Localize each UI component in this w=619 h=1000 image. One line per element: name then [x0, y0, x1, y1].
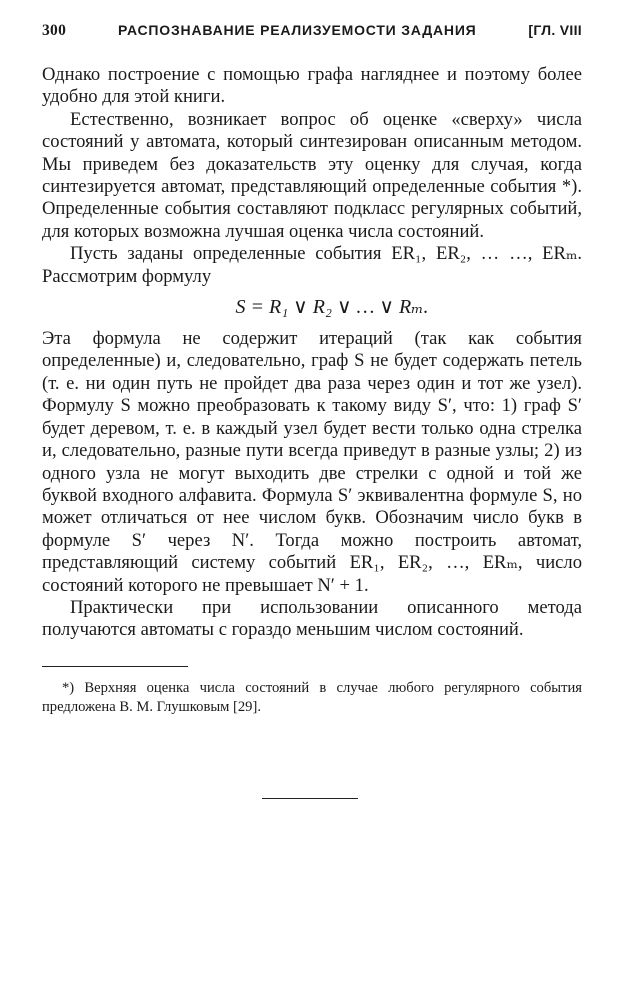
- footnote-text: *) Верхняя оценка числа состояний в случае любого регулярного события предложена В. М. Глушковым [29].: [42, 679, 582, 715]
- footnote: [42, 679, 582, 717]
- paragraph-1: Однако построение с помощью графа нагляднее и поэтому более удобно для этой книги.: [42, 64, 582, 108]
- paragraph-2: Естественно, возникает вопрос об оценке «сверху» числа состояний у автомата, который синтезирован описанным методом. Мы приведем без доказательств эту оценку для случая, когда синтезируется автомат, представляющий определенные события *). Определенные события составляют подкласс регулярных событий, для которых возможна лучшая оценка числа состояний.: [42, 108, 582, 242]
- running-title: РАСПОЗНАВАНИЕ РЕАЛИЗУЕМОСТИ ЗАДАНИЯ: [118, 22, 477, 38]
- formula: S = R₁ ∨ R₂ ∨ … ∨ Rₘ.: [235, 296, 429, 319]
- footnote-separator: [42, 666, 188, 667]
- book-page: [42, 22, 582, 717]
- paragraph-3: Пусть заданы определенные события ER₁, ER₂, … …, ERₘ. Рассмотрим формулу: [42, 243, 582, 287]
- page-number: 300: [42, 22, 67, 39]
- chapter-label: [ГЛ. VIII: [528, 22, 582, 38]
- running-header: [42, 22, 582, 46]
- paragraph-5: Практически при использовании описанного метода получаются автоматы с гораздо меньшим числом состояний.: [42, 596, 582, 641]
- paragraph-4: Эта формула не содержит итераций (так как события определенные) и, следовательно, граф S не будет содержать петель (т. е. ни один путь не пройдет два раза через один и тот же узел). Формулу S можно преобразовать к такому виду S′, что: 1) граф S′ будет деревом, т. е. в каждый узел будет вести только одна стрелка и, следовательно, разные пути всегда приведут в разные узлы; 2) из одного узла не могут выходить две стрелки с одной и той же буквой входного алфавита. Формула S′ эквивалентна формуле S, но может отличаться от нее числом букв. Обозначим число букв в формуле S′ через N′. Тогда можно построить автомат, представляющий систему событий ER₁, ER₂, …, ERₘ, число состояний которого не превышает N′ + 1.: [42, 328, 582, 596]
- page-body: [42, 64, 582, 642]
- end-rule: [262, 798, 358, 799]
